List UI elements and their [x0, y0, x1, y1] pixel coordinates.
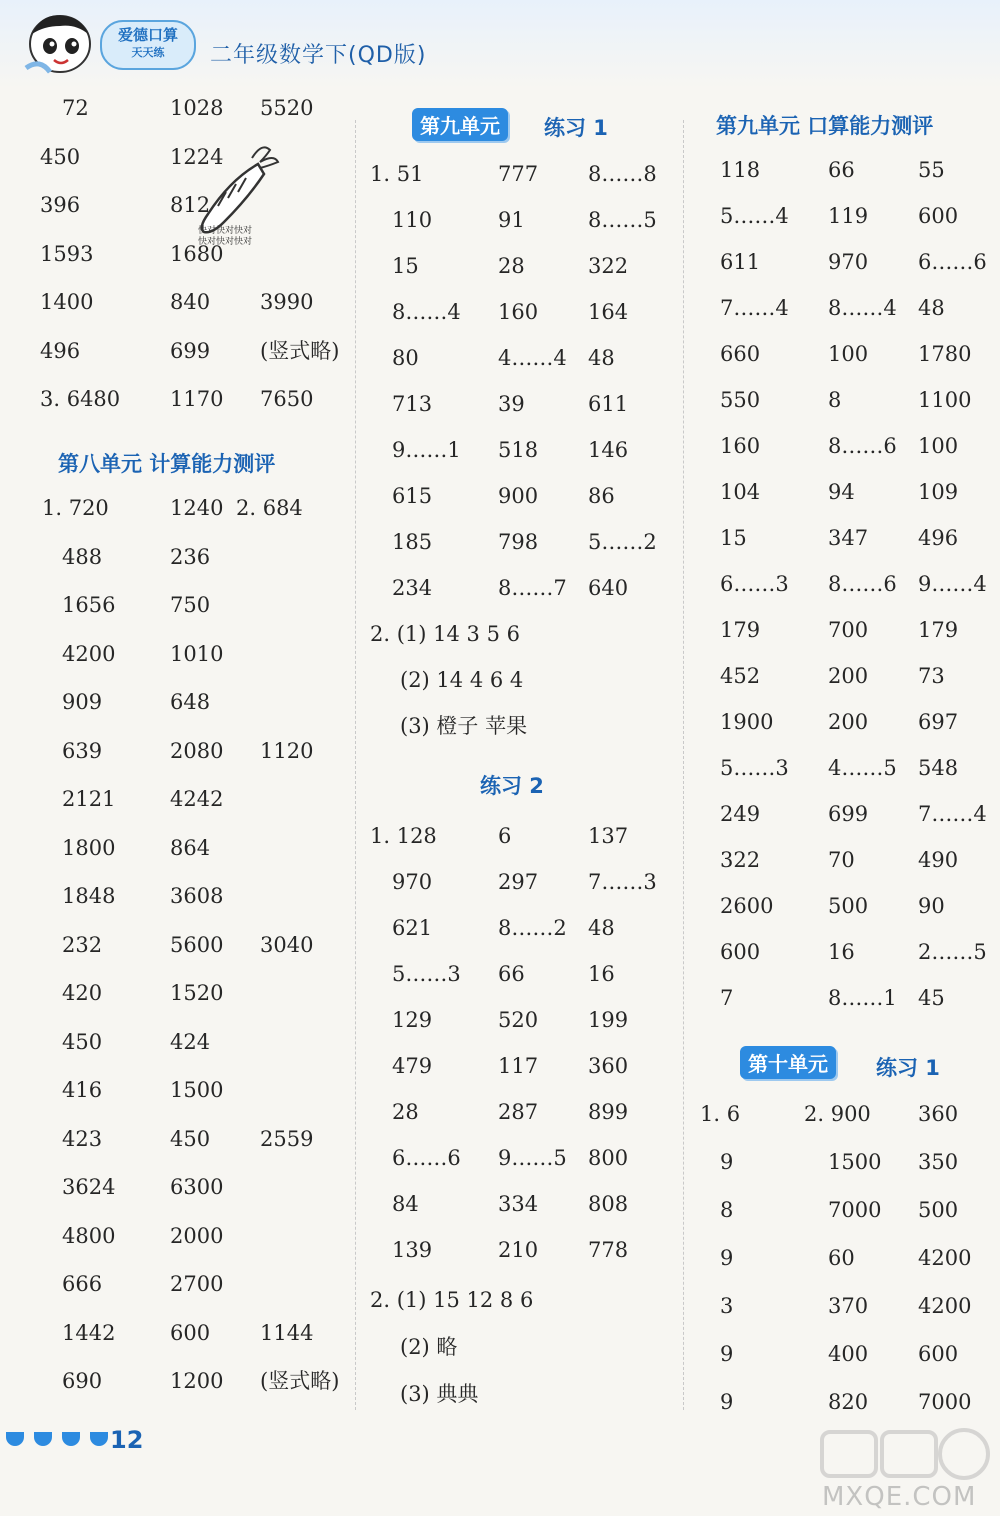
answer-cell: 6300 — [170, 1175, 224, 1199]
carrot-note-line: 快对快对快对 — [198, 226, 253, 236]
answer-cell: 9 — [720, 1390, 734, 1414]
answer-cell: 1500 — [170, 1078, 224, 1102]
answer-cell: 360 — [588, 1054, 629, 1078]
answer-cell: 490 — [918, 848, 959, 872]
answer-cell: 249 — [720, 802, 761, 826]
answer-cell: 621 — [392, 916, 433, 940]
answer-cell: 5……4 — [720, 204, 789, 228]
answer-line: (2) 14 4 6 4 — [400, 668, 524, 692]
answer-cell: 3 — [720, 1294, 734, 1318]
answer-cell: 48 — [588, 916, 615, 940]
answer-cell: 80 — [392, 346, 419, 370]
footer-dot-icon — [34, 1432, 52, 1446]
answer-cell: 119 — [828, 204, 869, 228]
answer-cell: 45 — [918, 986, 945, 1010]
answer-cell: 2600 — [720, 894, 774, 918]
answer-cell: 798 — [498, 530, 539, 554]
answer-cell: 16 — [828, 940, 855, 964]
footer-dot-icon — [90, 1432, 108, 1446]
answer-cell: 1800 — [62, 835, 116, 860]
logo-line-1: 爱德口算 — [117, 26, 178, 44]
answer-cell: 3. 6480 — [40, 387, 121, 411]
answer-cell: 488 — [62, 544, 103, 569]
answer-cell: 94 — [828, 480, 855, 504]
answer-cell: 700 — [828, 618, 869, 642]
answer-cell: 1144 — [260, 1320, 314, 1345]
answer-cell: 8……6 — [828, 572, 897, 596]
answer-cell: 9 — [720, 1150, 734, 1174]
answer-cell: 611 — [720, 250, 761, 274]
answer-cell: 15 — [720, 526, 747, 550]
unit9-practice2-title: 练习 2 — [480, 774, 544, 798]
answer-cell: 500 — [918, 1198, 959, 1222]
answer-cell: 347 — [828, 526, 869, 550]
answer-cell: 8……6 — [828, 434, 897, 458]
answer-cell: 424 — [170, 1029, 211, 1054]
answer-cell: 496 — [918, 526, 959, 550]
answer-cell: 611 — [588, 392, 629, 416]
answer-cell: 350 — [918, 1150, 959, 1174]
answer-cell: 7……4 — [918, 802, 987, 826]
answer-cell: 146 — [588, 438, 629, 462]
answer-cell: 39 — [498, 392, 525, 416]
answer-cell: 9……5 — [498, 1146, 567, 1170]
answer-cell: 1848 — [62, 884, 116, 908]
answer-cell: 864 — [170, 835, 211, 860]
answer-cell: 8……4 — [828, 296, 897, 320]
answer-cell: 5……2 — [588, 530, 657, 554]
answer-cell: 1010 — [170, 641, 224, 666]
answer-cell: 70 — [828, 848, 855, 872]
answer-cell: 8 — [720, 1198, 734, 1222]
answer-cell: 1. 6 — [700, 1102, 741, 1126]
answer-cell: 1400 — [40, 290, 94, 314]
answer-cell: 3624 — [62, 1175, 116, 1199]
answer-cell: 550 — [720, 388, 761, 412]
answer-cell: 420 — [62, 981, 103, 1005]
answer-cell: 16 — [588, 962, 615, 986]
answer-cell: 7000 — [918, 1390, 972, 1414]
answer-cell: 970 — [392, 870, 433, 894]
answer-cell: 66 — [828, 158, 855, 182]
answer-line: 2. (1) 14 3 5 6 — [370, 622, 520, 646]
answer-cell: 400 — [828, 1342, 869, 1366]
answer-cell: 840 — [170, 290, 211, 314]
answer-cell: 820 — [828, 1390, 869, 1414]
answer-line: (3) 橙子 苹果 — [400, 714, 528, 738]
answer-cell: 100 — [918, 434, 959, 458]
answer-cell: 232 — [62, 932, 103, 957]
answer-cell: 4……4 — [498, 346, 567, 370]
mascot-icon — [20, 8, 100, 80]
answer-cell: 1028 — [170, 96, 224, 120]
answer-cell: 1680 — [170, 241, 224, 266]
answer-cell: 5520 — [260, 96, 314, 120]
answer-cell: 500 — [828, 894, 869, 918]
book-title: 二年级数学下(QD版) — [210, 43, 427, 68]
footer-dot-icon — [6, 1432, 24, 1446]
answer-cell: 110 — [392, 208, 433, 232]
answer-cell: 808 — [588, 1192, 629, 1216]
answer-cell: 5600 — [170, 932, 224, 957]
answer-cell: 396 — [40, 193, 81, 217]
answer-cell: 518 — [498, 438, 539, 462]
answer-cell: 185 — [392, 530, 433, 554]
answer-line: 2. (1) 15 12 8 6 — [370, 1288, 534, 1312]
answer-cell: 28 — [392, 1100, 419, 1124]
answer-cell: 778 — [588, 1238, 629, 1262]
carrot-note-line: 快对快对快对 — [198, 237, 253, 247]
answer-cell: 360 — [918, 1102, 959, 1126]
answer-cell: 600 — [170, 1320, 211, 1345]
answer-cell: 104 — [720, 480, 761, 504]
answer-cell: 450 — [170, 1126, 211, 1151]
answer-cell: 416 — [62, 1078, 103, 1102]
answer-cell: 1900 — [720, 710, 774, 734]
answer-cell: 3040 — [260, 932, 314, 957]
answer-cell: 370 — [828, 1294, 869, 1318]
answer-cell: 66 — [498, 962, 525, 986]
answer-cell: 4242 — [170, 787, 224, 811]
answer-cell: 4800 — [62, 1223, 116, 1248]
section-title-unit8: 第八单元 计算能力测评 — [58, 452, 276, 476]
answer-cell: 450 — [62, 1029, 103, 1054]
answer-cell: 100 — [828, 342, 869, 366]
answer-cell: 118 — [720, 158, 761, 182]
answer-cell: 297 — [498, 870, 539, 894]
unit10-tag: 第十单元 — [740, 1046, 836, 1079]
answer-cell: 2121 — [62, 787, 116, 811]
answer-cell: 909 — [62, 690, 103, 714]
answer-cell: 8 — [828, 388, 842, 412]
answer-cell: 164 — [588, 300, 629, 324]
answer-cell: 750 — [170, 593, 211, 617]
answer-cell: 1442 — [62, 1320, 116, 1345]
answer-cell: 7……3 — [588, 870, 657, 894]
answer-cell: 236 — [170, 544, 211, 569]
answer-cell: 8……4 — [392, 300, 461, 324]
answer-cell: 423 — [62, 1126, 103, 1151]
answer-cell: 6……6 — [918, 250, 987, 274]
answer-cell: 690 — [62, 1369, 103, 1393]
answer-cell: 1500 — [828, 1150, 882, 1174]
answer-cell: 1240 — [170, 496, 224, 520]
answer-cell: 334 — [498, 1192, 539, 1216]
answer-cell: 4200 — [918, 1246, 972, 1270]
answer-cell: 117 — [498, 1054, 539, 1078]
carrot-note — [198, 226, 252, 248]
answer-cell: 210 — [498, 1238, 539, 1262]
unit9-practice1-title: 练习 1 — [544, 116, 608, 140]
watermark-text: MXQE.COM — [822, 1482, 977, 1512]
answer-cell: 322 — [720, 848, 761, 872]
answer-cell: 322 — [588, 254, 629, 278]
answer-cell: 15 — [392, 254, 419, 278]
answer-cell: 479 — [392, 1054, 433, 1078]
answer-cell: 699 — [828, 802, 869, 826]
answer-cell: 5……3 — [720, 756, 789, 780]
answer-cell: 600 — [720, 940, 761, 964]
answer-cell: 640 — [588, 576, 629, 600]
answer-cell: 90 — [918, 894, 945, 918]
answer-cell: 6……3 — [720, 572, 789, 596]
answer-cell: 660 — [720, 342, 761, 366]
answer-cell: 2700 — [170, 1272, 224, 1296]
answer-cell: 2……5 — [918, 940, 987, 964]
answer-cell: (竖式略) — [260, 338, 340, 363]
page-number: 12 — [110, 1426, 144, 1454]
answer-cell: 91 — [498, 208, 525, 232]
column-divider-2 — [683, 120, 684, 1410]
answer-cell: 72 — [62, 96, 89, 120]
answer-cell: 6……6 — [392, 1146, 461, 1170]
answer-line: (2) 略 — [400, 1335, 458, 1359]
answer-cell: 800 — [588, 1146, 629, 1170]
answer-cell: 615 — [392, 484, 433, 508]
unit10-practice1-title: 练习 1 — [876, 1056, 940, 1080]
answer-cell: 139 — [392, 1238, 433, 1262]
answer-cell: 48 — [918, 296, 945, 320]
answer-cell: 4200 — [62, 641, 116, 666]
answer-cell: 137 — [588, 824, 629, 848]
answer-cell: 1224 — [170, 144, 224, 169]
answer-cell: 199 — [588, 1008, 629, 1032]
answer-cell: 1100 — [918, 388, 972, 412]
answer-cell: 713 — [392, 392, 433, 416]
answer-cell: 7650 — [260, 387, 314, 411]
answer-cell: 9 — [720, 1342, 734, 1366]
answer-cell: 200 — [828, 664, 869, 688]
answer-cell: 450 — [40, 144, 81, 169]
answer-cell: 2. 684 — [236, 496, 303, 520]
answer-cell: 9……1 — [392, 438, 461, 462]
footer-dot-icon — [62, 1432, 80, 1446]
answer-cell: 160 — [720, 434, 761, 458]
answer-cell: 5……3 — [392, 962, 461, 986]
answer-cell: 48 — [588, 346, 615, 370]
answer-cell: 3608 — [170, 884, 224, 908]
answer-cell: 970 — [828, 250, 869, 274]
answer-cell: 9……4 — [918, 572, 987, 596]
answer-cell: 900 — [498, 484, 539, 508]
answer-cell: 1120 — [260, 738, 314, 763]
answer-cell: 648 — [170, 690, 211, 714]
answer-cell: 496 — [40, 338, 81, 363]
answer-cell: 86 — [588, 484, 615, 508]
answer-cell: 520 — [498, 1008, 539, 1032]
answer-cell: 7……4 — [720, 296, 789, 320]
answer-cell: 548 — [918, 756, 959, 780]
answer-cell: 84 — [392, 1192, 419, 1216]
answer-cell: 452 — [720, 664, 761, 688]
answer-cell: 6 — [498, 824, 512, 848]
answer-cell: 60 — [828, 1246, 855, 1270]
answer-cell: 179 — [918, 618, 959, 642]
answer-cell: 3990 — [260, 290, 314, 314]
unit9-tag: 第九单元 — [412, 108, 508, 141]
answer-cell: 179 — [720, 618, 761, 642]
answer-cell: 2080 — [170, 738, 224, 763]
answer-cell: 160 — [498, 300, 539, 324]
answer-cell: 1. 720 — [42, 496, 109, 520]
answer-cell: 600 — [918, 204, 959, 228]
answer-cell: 600 — [918, 1342, 959, 1366]
answer-cell: 1593 — [40, 241, 94, 266]
answer-cell: 2. 900 — [804, 1102, 871, 1126]
answer-cell: 109 — [918, 480, 959, 504]
answer-cell: 200 — [828, 710, 869, 734]
answer-cell: 8……1 — [828, 986, 897, 1010]
answer-cell: 8……8 — [588, 162, 657, 186]
answer-cell: 4……5 — [828, 756, 897, 780]
answer-cell: 777 — [498, 162, 539, 186]
answer-cell: 8……2 — [498, 916, 567, 940]
answer-cell: 7000 — [828, 1198, 882, 1222]
answer-cell: 697 — [918, 710, 959, 734]
column-divider-1 — [355, 120, 356, 1410]
answer-cell: 1170 — [170, 387, 224, 411]
answer-cell: 699 — [170, 338, 211, 363]
answer-cell: 1520 — [170, 981, 224, 1005]
answer-cell: 1656 — [62, 593, 116, 617]
answer-cell: 1. 128 — [370, 824, 437, 848]
answer-cell: 1780 — [918, 342, 972, 366]
answer-cell: 73 — [918, 664, 945, 688]
answer-cell: 1. 51 — [370, 162, 424, 186]
answer-cell: 2559 — [260, 1126, 314, 1151]
answer-cell: 129 — [392, 1008, 433, 1032]
logo-line-2: 天天练 — [131, 46, 165, 59]
answer-cell: 28 — [498, 254, 525, 278]
answer-cell: 234 — [392, 576, 433, 600]
section-title-unit9-test: 第九单元 口算能力测评 — [716, 114, 934, 138]
series-logo — [100, 20, 196, 70]
answer-cell: 812 — [170, 193, 211, 217]
footer-decoration — [6, 1428, 118, 1447]
answer-cell: 55 — [918, 158, 945, 182]
answer-cell: 8……7 — [498, 576, 567, 600]
answer-cell: 1200 — [170, 1369, 224, 1393]
answer-cell: (竖式略) — [260, 1369, 340, 1393]
answer-cell: 666 — [62, 1272, 103, 1296]
answer-cell: 4200 — [918, 1294, 972, 1318]
answer-cell: 2000 — [170, 1223, 224, 1248]
answer-cell: 8……5 — [588, 208, 657, 232]
answer-cell: 639 — [62, 738, 103, 763]
answer-line: (3) 典典 — [400, 1382, 479, 1406]
answer-cell: 7 — [720, 986, 734, 1010]
answer-cell: 287 — [498, 1100, 539, 1124]
answer-cell: 899 — [588, 1100, 629, 1124]
answer-cell: 9 — [720, 1246, 734, 1270]
